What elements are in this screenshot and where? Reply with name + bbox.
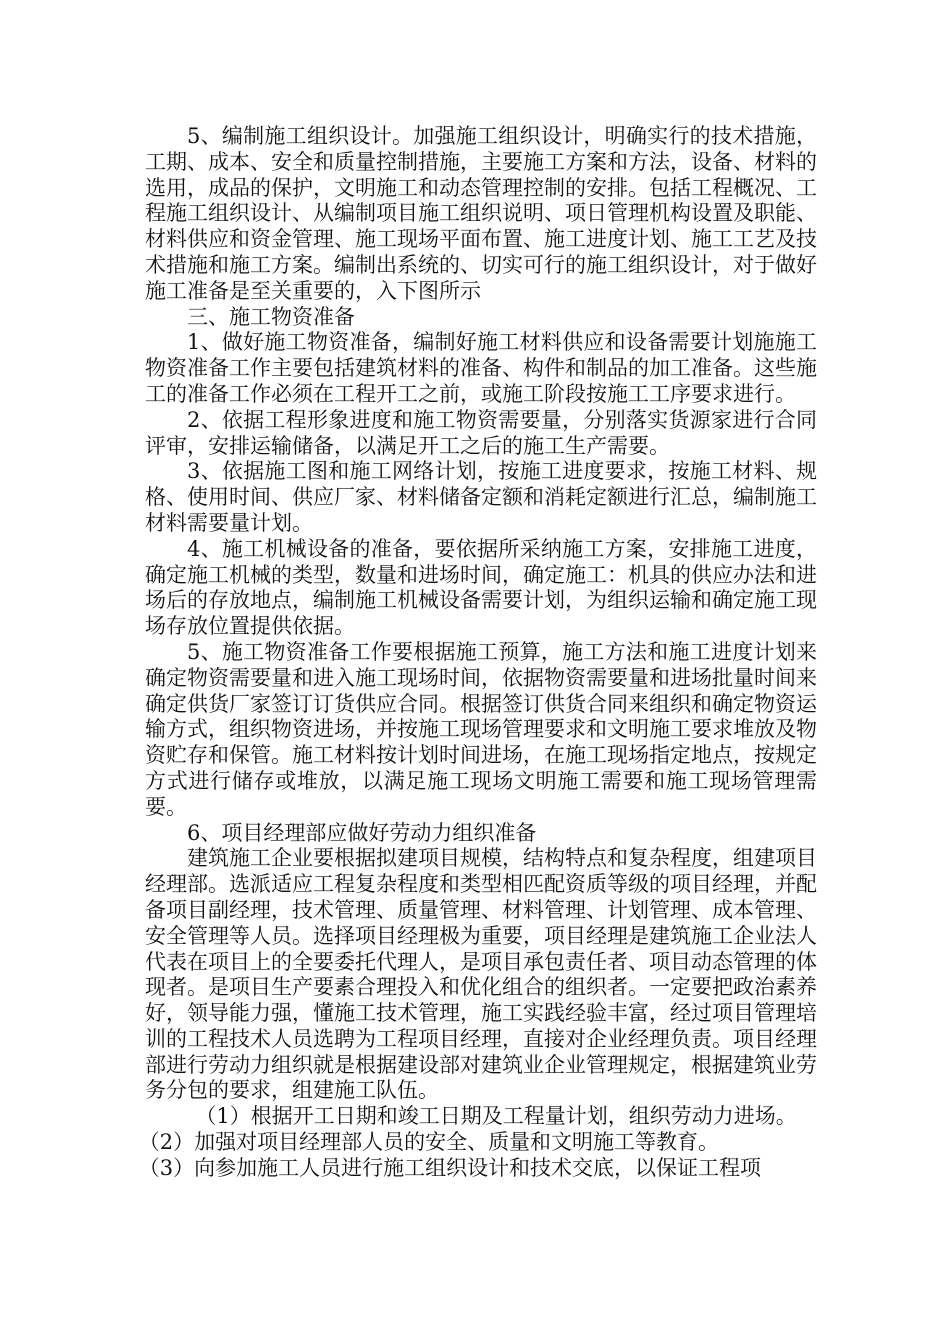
list-item-3: （3）向参加施工人员进行施工组织设计和技术交底，以保证工程项 [138, 1155, 762, 1180]
paragraph-compile-construction-design: 5、编制施工组织设计。加强施工组织设计，明确实行的技术措施，工期、成本、安全和质量控制措施，主要施工方案和方法，设备、材料的选用，成品的保护，文明施工和动态管理控制的安排。包括工程概况、工程施工组织设计、从编制项目施工组织说明、项日管理机构设置及职能、材料供应和资金管理、施工现场平面布置、施工进度计划、施工工艺及技术措施和施工方案。编制出系统的、切实可行的施工组织设计，对于做好施工准备是至关重要的，入下图所示 [145, 124, 817, 303]
paragraph-project-manager: 建筑施工企业要根据拟建项目规模，结构特点和复杂程度，组建项目经理部。选派适应工程复杂程度和类型相匹配资质等级的项目经理，并配备项目副经理，技术管理、质量管理、材料管理、计划管理、成本管理、安全管理等人员。选择项目经理极为重要，项目经理是建筑施工企业法人代表在项目上的全要委托代理人，是项目承包责任者、项目动态管理的体现者。是项目生产要素合理投入和优化组合的组织者。一定要把政治素养好，领导能力强，懂施工技术管理，施工实践经验丰富，经过项目管理培训的工程技术人员选聘为工程项目经理，直接对企业经理负责。项目经理部进行劳动力组织就是根据建设部对建筑业企业管理规定，根据建筑业劳务分包的要求，组建施工队伍。 [145, 846, 817, 1103]
paragraph-item-4: 4、施工机械设备的准备，要依据所采纳施工方案，安排施工进度，确定施工机械的类型，数量和进场时间，确定施工：机具的供应办法和进场后的存放地点，编制施工机械设备需要计划，为组织运输和确定施工现场存放位置提供依据。 [145, 536, 817, 639]
list-item-1: （1）根据开工日期和竣工日期及工程量计划，组织劳动力进场。 [195, 1104, 797, 1129]
list-item-2: （2）加强对项目经理部人员的安全、质量和文明施工等教育。 [138, 1130, 720, 1155]
paragraph-item-1: 1、做好施工物资准备，编制好施工材料供应和设备需要计划施施工物资准备工作主要包括建筑材料的准备、构件和制品的加工准备。这些施工的准备工作必须在工程开工之前，或施工阶段按施工工序要求进行。 [145, 330, 817, 406]
paragraph-item-6-heading: 6、项目经理部应做好劳动力组织准备 [187, 820, 537, 845]
paragraph-item-5: 5、施工物资准备工作要根据施工预算，施工方法和施工进度计划来确定物资需要量和进入施工现场时间，依据物资需要量和进场批量时间来确定供货厂家签订订货供应合同。根据签订供货合同来组织和确定物资运输方式，组织物资进场，并按施工现场管理要求和文明施工要求堆放及物资贮存和保管。施工材料按计划时间进场，在施工现场指定地点，按规定方式进行储存或堆放，以满足施工现场文明施工需要和施工现场管理需要。 [145, 639, 817, 819]
paragraph-item-3: 3、依据施工图和施工网络计划，按施工进度要求，按施工材料、规格、使用时间、供应厂家、材料储备定额和消耗定额进行汇总，编制施工材料需要量计划。 [145, 459, 817, 535]
document-body [138, 124, 817, 1182]
section-heading-materials-preparation: 三、施工物资准备 [187, 304, 355, 329]
paragraph-item-2: 2、依据工程形象进度和施工物资需要量，分别落实货源家进行合同评审，安排运输储备，以满足开工之后的施工生产需要。 [145, 407, 817, 458]
